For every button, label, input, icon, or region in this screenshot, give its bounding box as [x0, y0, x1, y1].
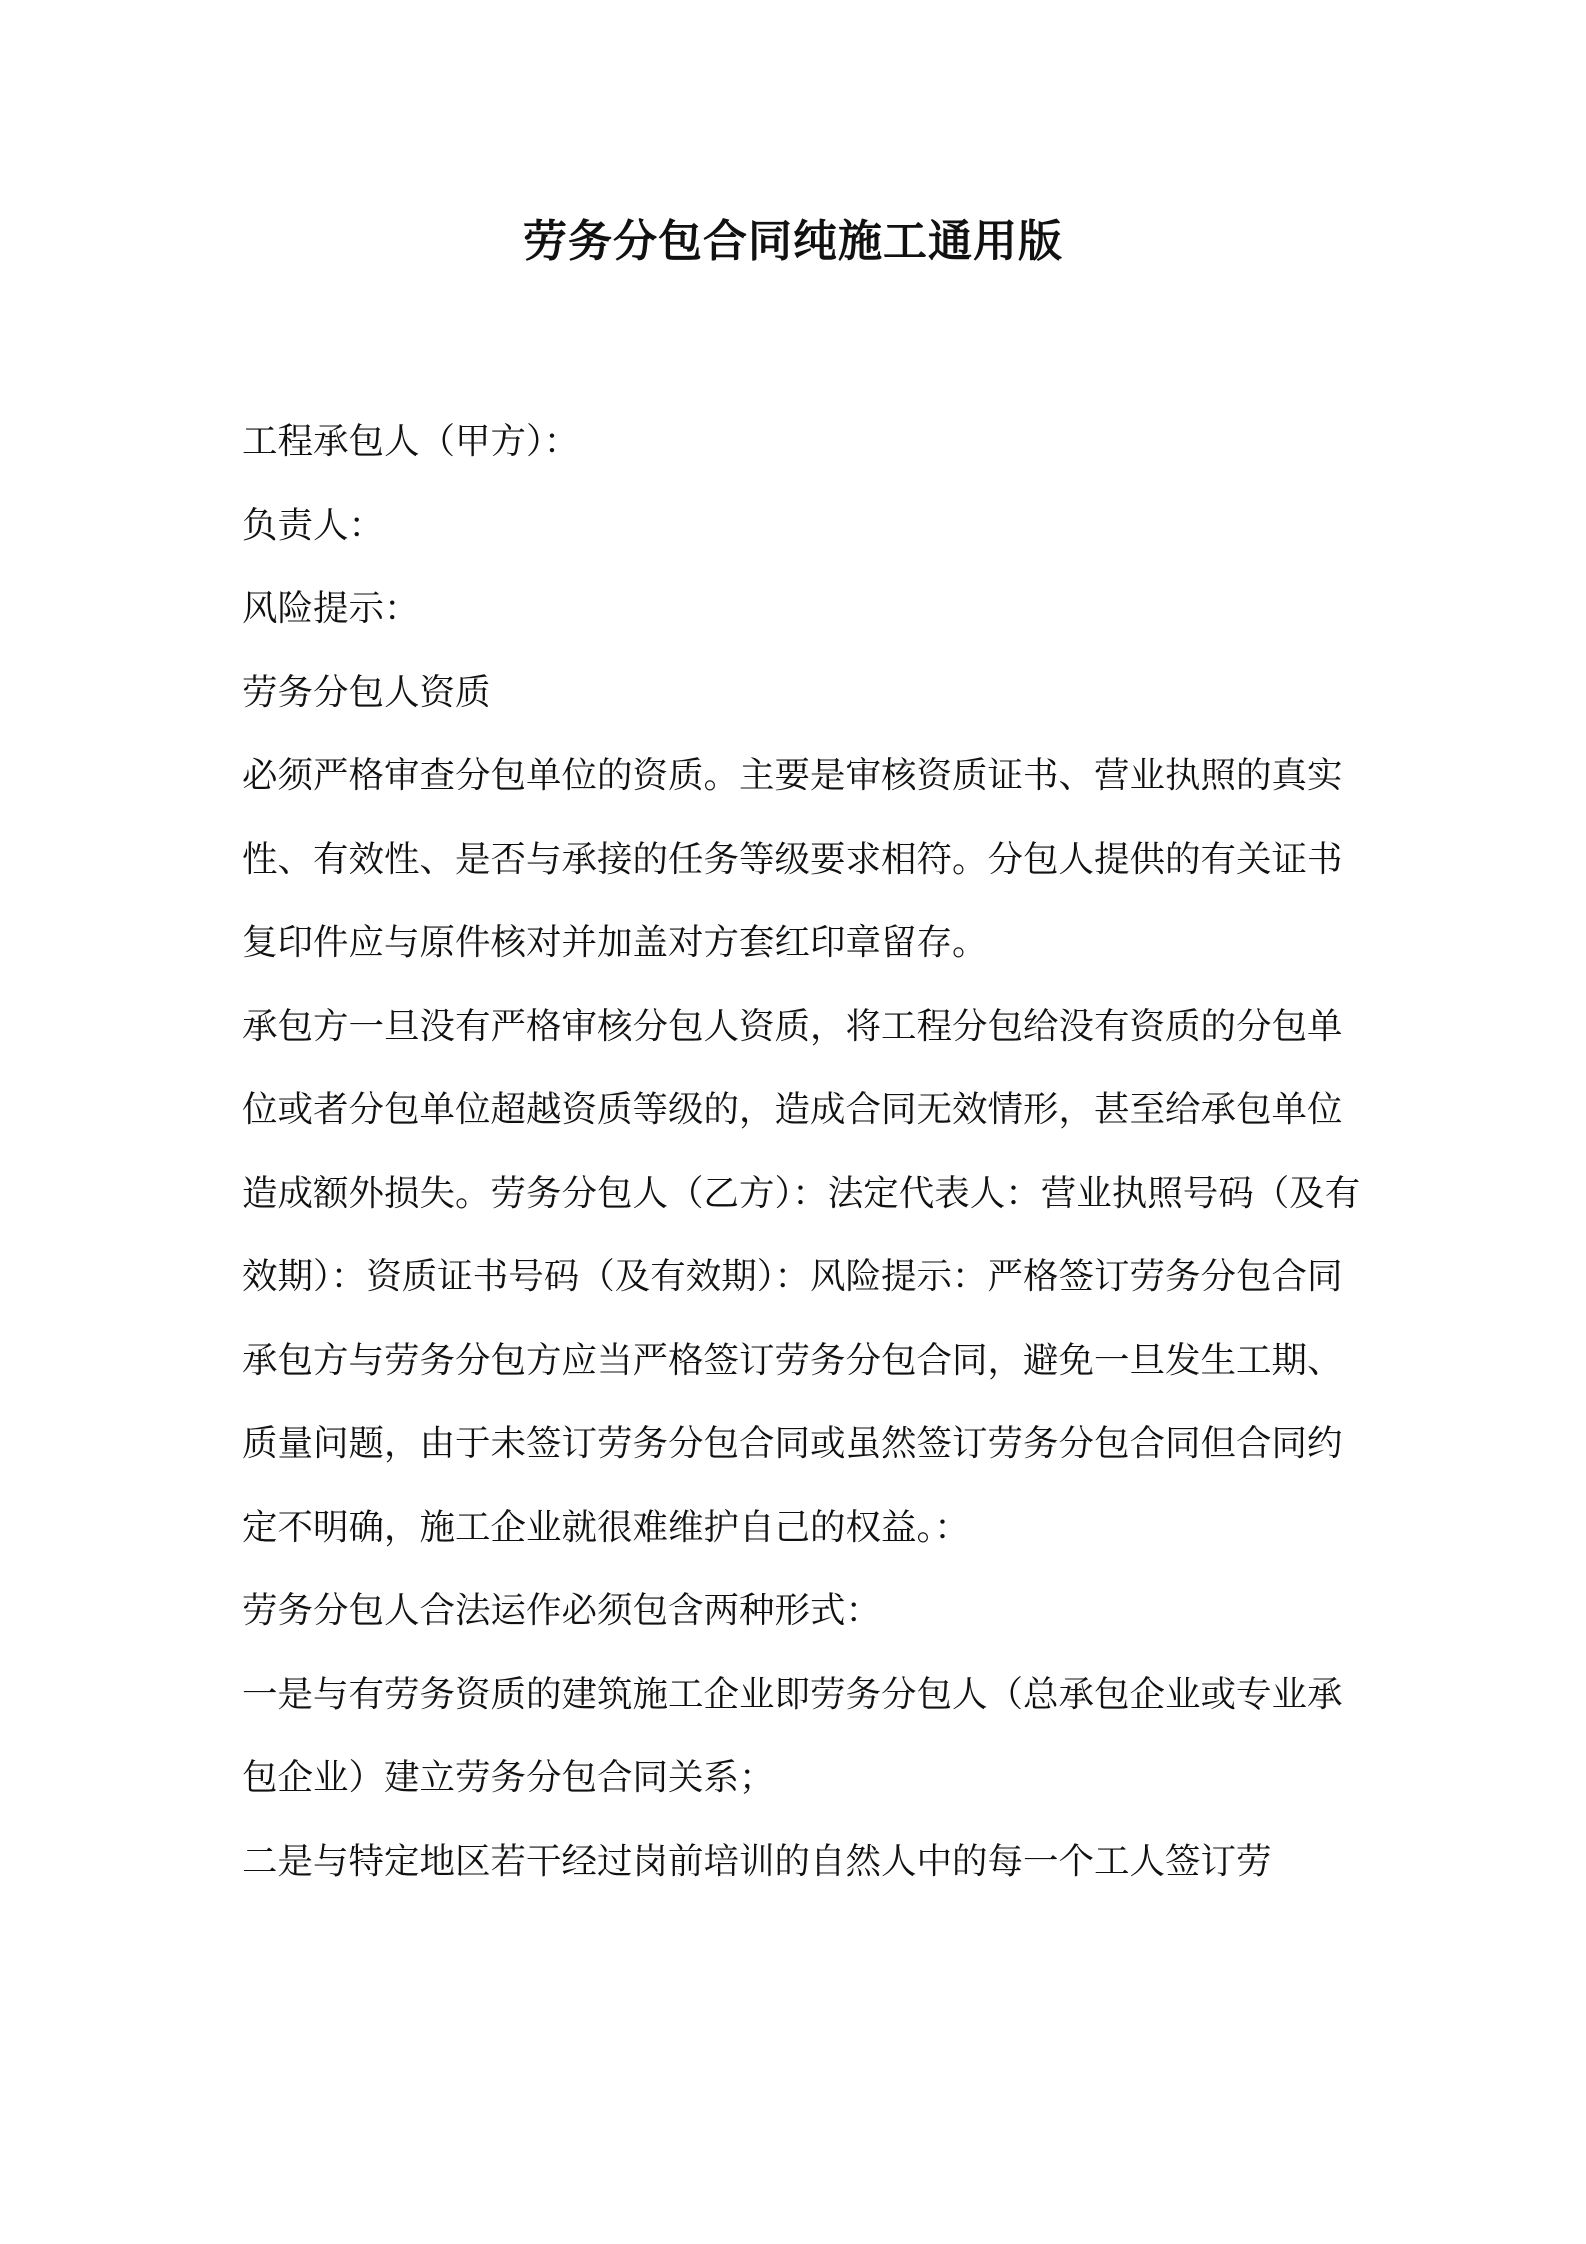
paragraph-contract-signing: 承包方与劳务分包方应当严格签订劳务分包合同，避免一旦发生工期、质量问题，由于未签订劳务分包合同或虽然签订劳务分包合同但合同约定不明确，施工企业就很难维护自己的权益。：: [242, 1339, 1343, 1548]
paragraph-risk-notice: 风险提示：: [242, 588, 420, 629]
paragraph-qualification-consequence: 承包方一旦没有严格审核分包人资质，将工程分包给没有资质的分包单位或者分包单位超越资质等级的，造成合同无效情形，甚至给承包单位造成额外损失。劳务分包人（乙方）：法定代表人：营业执照号码（及有效期）：资质证书号码（及有效期）：风险提示：严格签订劳务分包合同: [242, 1005, 1361, 1297]
paragraph-form-one: 一是与有劳务资质的建筑施工企业即劳务分包人（总承包企业或专业承包企业）建立劳务分包合同关系；: [242, 1673, 1343, 1798]
document-title: 劳务分包合同纯施工通用版: [523, 216, 1063, 267]
paragraph-subcontractor-qualification-heading: 劳务分包人资质: [242, 671, 491, 713]
paragraph-qualification-review: 必须严格审查分包单位的资质。主要是审核资质证书、营业执照的真实性、有效性、是否与承接的任务等级要求相符。分包人提供的有关证书复印件应与原件核对并加盖对方套红印章留存。: [242, 755, 1343, 963]
paragraph-form-two: 二是与特定地区若干经过岗前培训的自然人中的每一个工人签订劳: [242, 1840, 1272, 1882]
paragraph-contractor-party-a: 工程承包人（甲方）：: [242, 421, 580, 462]
paragraph-responsible-person: 负责人：: [242, 504, 385, 546]
paragraph-legal-operation-forms: 劳务分包人合法运作必须包含两种形式：: [242, 1590, 882, 1631]
document-body: [242, 400, 1372, 1903]
